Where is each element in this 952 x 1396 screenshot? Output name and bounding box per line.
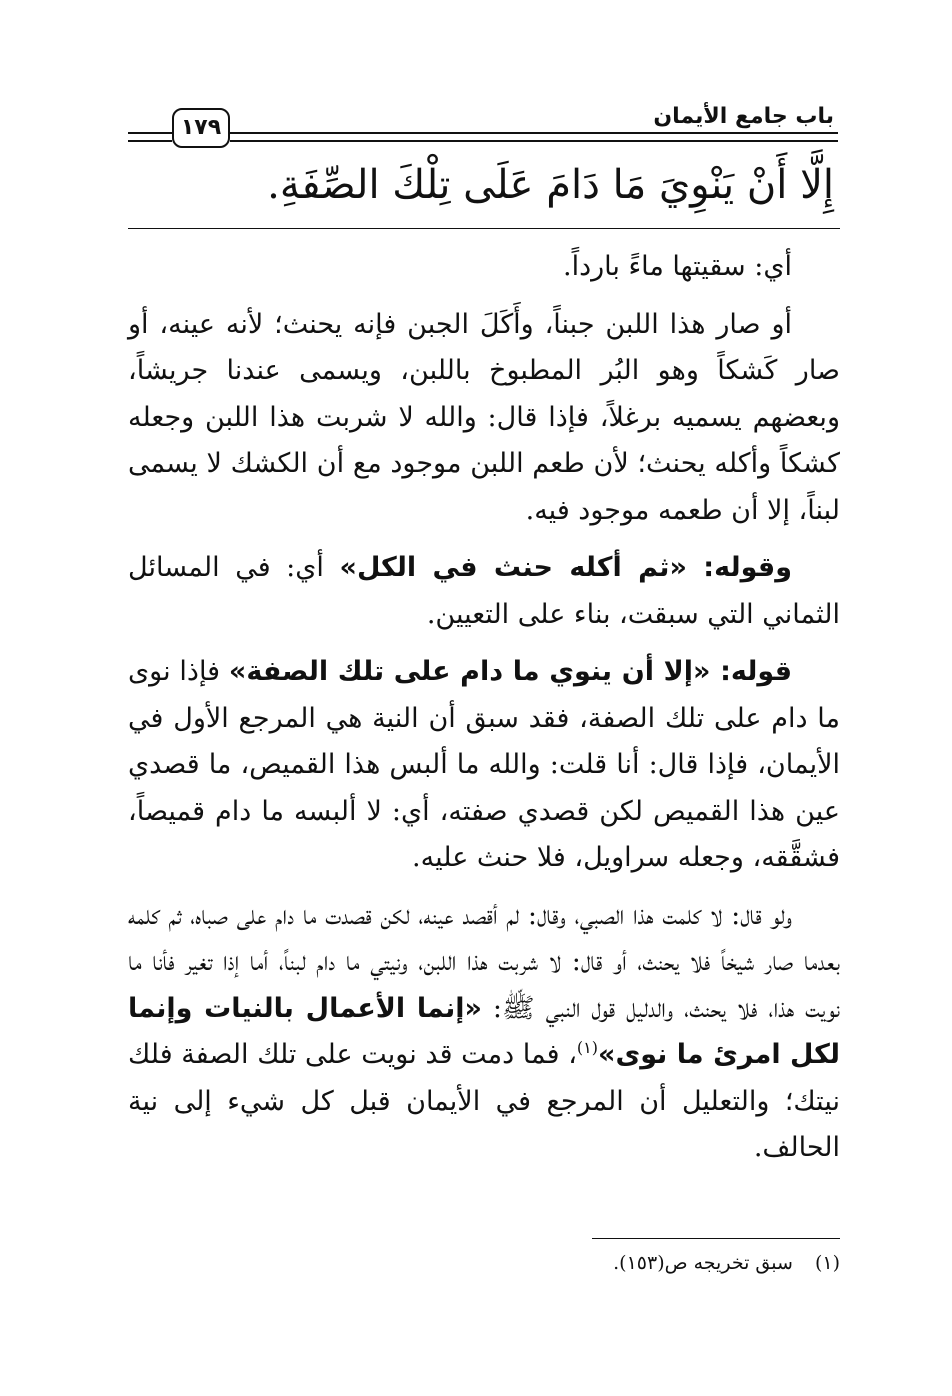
quoted-lead: قوله: «إلا أن ينوي ما دام على تلك الصفة» xyxy=(228,656,793,687)
hadith-quote: «إنما الأعمال بالنيات وإنما لكل امرئ ما نوى» xyxy=(128,992,840,1070)
header-rule-left-top xyxy=(128,132,172,134)
quoted-lead: وقوله: «ثم أكله حنث في الكل» xyxy=(339,552,792,583)
matn-text: إِلَّا أَنْ يَنْوِيَ مَا دَامَ عَلَى تِلْكَ الصِّفَةِ. xyxy=(267,162,834,208)
header-rule-left-bottom xyxy=(128,140,172,142)
footnote-number: (١) xyxy=(814,1252,840,1274)
paragraph-1 xyxy=(128,244,840,291)
page-number: ١٧٩ xyxy=(172,108,230,148)
paragraph-text: فإذا نوى ما دام على تلك الصفة، فقد سبق أن النية هي المرجع الأول في الأيمان، فإذا قال: أنا قلت: والله ما ألبس هذا القميص، ما قصدي عين هذا القميص لكن قصدي صفته، أي: لا ألبسه ما دام قميصاً، فشقَّقه، وجعله سراويل، فلا حنث عليه. xyxy=(128,656,840,873)
footnote-1 xyxy=(128,1248,840,1278)
header-rule-bottom xyxy=(230,140,838,142)
paragraph-3 xyxy=(128,545,840,638)
paragraph-5 xyxy=(128,893,840,1172)
paragraph-text: ولو قال: لا كلمت هذا الصبي، وقال: لم أقصد عينه، لكن قصدت ما دام على صباه، ثم كلمه بعدما صار شيخاً فلا يحنث، أو قال: لا شربت هذا اللبن، ونيتي ما دام لبناً، أما إذا تغير فأنا ما نويت هذا، فلا يحنث، والدليل قول النبي ﷺ: xyxy=(128,899,840,1024)
commentary-body xyxy=(128,244,840,1183)
paragraph-4 xyxy=(128,649,840,882)
footnote-divider xyxy=(592,1238,840,1239)
footnote-text: سبق تخريجه ص(١٥٣). xyxy=(613,1252,793,1274)
footnote-ref[interactable]: (١) xyxy=(576,1038,599,1057)
running-header-title: باب جامع الأيمان xyxy=(653,104,834,129)
paragraph-2 xyxy=(128,302,840,535)
matn-divider xyxy=(128,228,840,229)
paragraph-text: أي: سقيتها ماءً بارداً. xyxy=(563,251,792,282)
paragraph-text: أو صار هذا اللبن جبناً، وأَكَلَ الجبن فإنه يحنث؛ لأنه عينه، أو صار كَشكاً وهو البُر المطبوخ باللبن، ويسمى عندنا جريشاً، وبعضهم يسميه برغلاً، فإذا قال: والله لا شربت هذا اللبن وجعله كشكاً وأكله يحنث؛ لأن طعم اللبن موجود مع أن الكشك لا يسمى لبناً، إلا أن طعمه موجود فيه. xyxy=(128,308,840,526)
paragraph-text: أي: في المسائل الثماني التي سبقت، بناء على التعيين. xyxy=(128,552,840,630)
paragraph-tail: ، فما دمت قد نويت على تلك الصفة فلك نيتك؛ والتعليل أن المرجع في الأيمان قبل كل شيء إلى نية الحالف. xyxy=(128,1039,840,1163)
header-rule-top xyxy=(230,132,838,134)
